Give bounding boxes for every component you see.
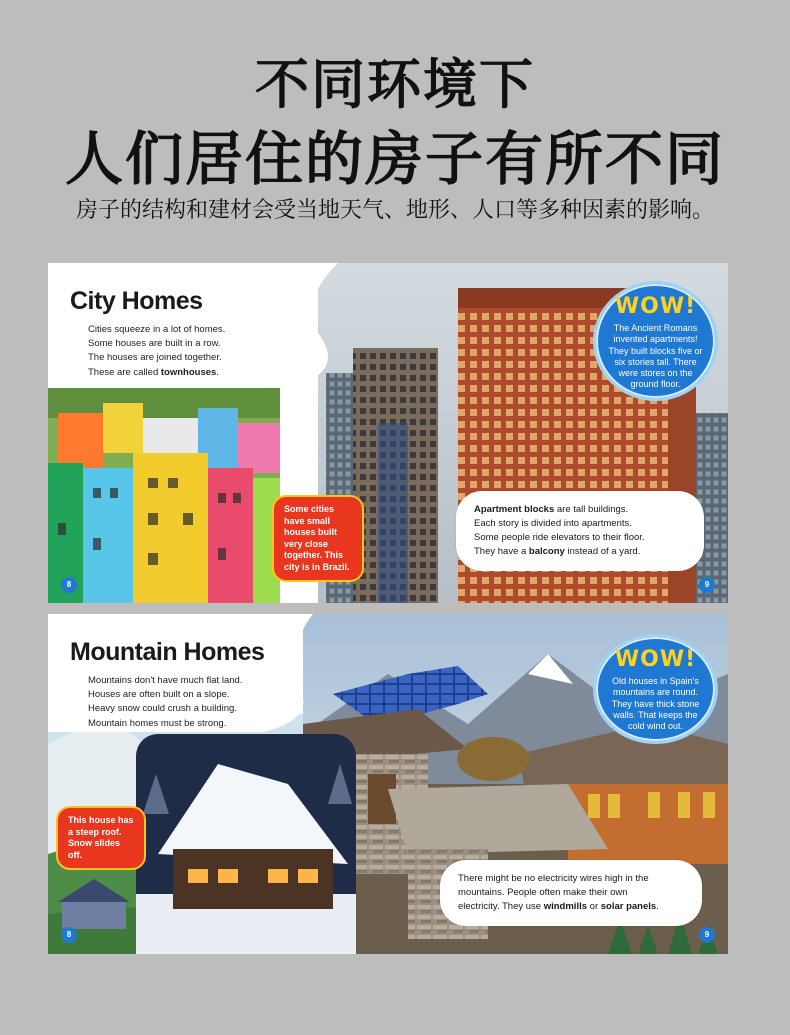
- city-homes-spread: [48, 263, 728, 603]
- mountain-intro-text: Mountains don't have much flat land. Houses are often built on a slope. Heavy snow could crush a building. Mountain homes must be strong.: [88, 675, 243, 729]
- page-number-left: 8: [61, 927, 77, 943]
- mountain-homes-title: Mountain Homes: [70, 638, 265, 666]
- mountain-homes-spread: [48, 614, 728, 954]
- wow-heading: WOW!: [614, 647, 697, 672]
- page-number-right: 9: [699, 927, 715, 943]
- subtitle: 房子的结构和建材会受当地天气、地形、人口等多种因素的影响。: [75, 198, 714, 223]
- wow-text: The Ancient Romans invented apartments! They built blocks five or six stories tall. There were stores on the ground floor.: [608, 323, 703, 390]
- wow-text: Old houses in Spain's mountains are round. They have thick stone walls. That keeps the cold wind out.: [611, 676, 700, 732]
- page-number-right: 9: [699, 577, 715, 593]
- main-title-line1: 不同环境下: [255, 53, 535, 116]
- steep-roof-callout: This house has a steep roof. Snow slides off.: [56, 806, 146, 870]
- page-number-left: 8: [61, 577, 77, 593]
- city-homes-title: City Homes: [70, 287, 203, 315]
- wow-badge-romans: [593, 281, 718, 401]
- wow-badge-spain: [593, 634, 718, 744]
- brazil-callout: Some cities have small houses built very close together. This city is in Brazil.: [272, 495, 364, 582]
- electricity-caption: There might be no electricity wires high in the mountains. People often make their own electricity. They use windmills or solar panels.: [440, 860, 702, 926]
- apartment-caption: Apartment blocks are tall buildings. Each story is divided into apartments. Some people ride elevators to their floor. They have a balcony instead of a yard.: [456, 491, 704, 571]
- city-intro-text: Cities squeeze in a lot of homes. Some houses are built in a row. The houses are joined together. These are called townhouses.: [88, 324, 226, 378]
- keyword-townhouses: townhouses: [160, 366, 217, 378]
- wow-heading: WOW!: [614, 294, 697, 319]
- main-title-line2: 人们居住的房子有所不同: [64, 125, 725, 193]
